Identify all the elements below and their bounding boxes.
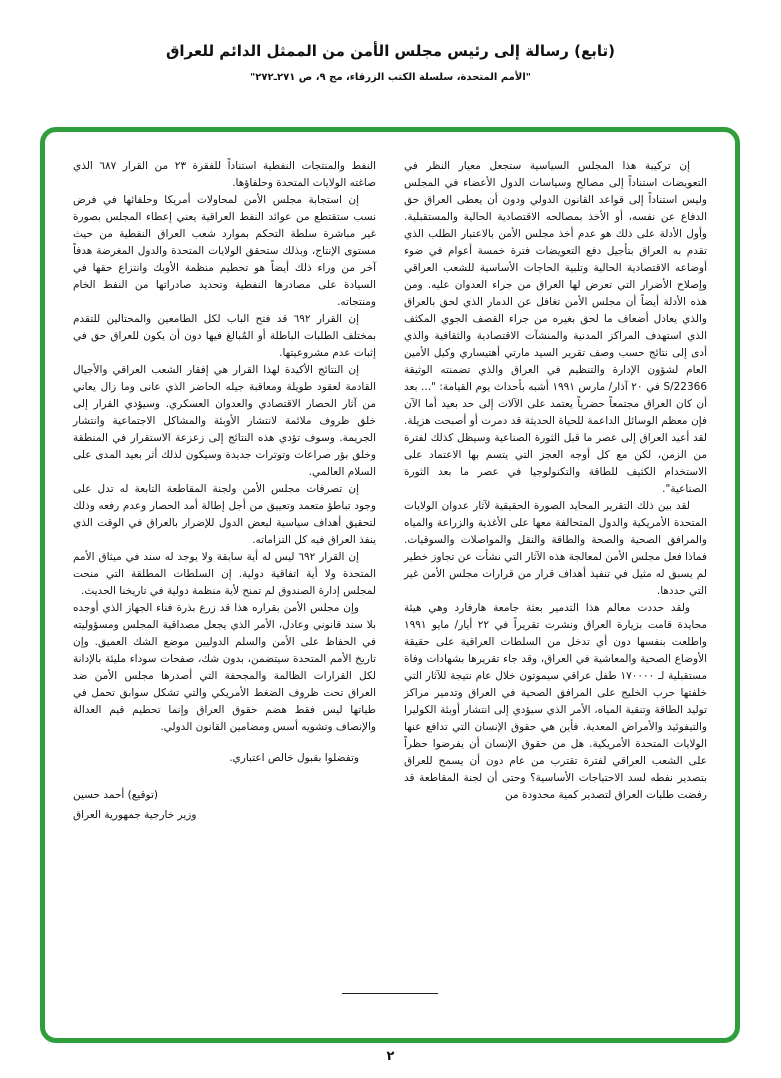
paragraph: إن النتائج الأكيدة لهذا القرار هي إفقار الشعب العراقي والأجيال القادمة لعقود طويلة ومعاقبة جيله الحاضر الذي عانى وما زال يعاني من آثار الحصار الاقتصادي والعدوان العسكري. وسيؤدي القرار إلى خلق ظروف ملائمة لانتشار الأوبئة والمشاكل الاجتماعية وانتشار الجريمة. وسوف تؤدي هذه النتائج إلى زعزعة الاستقرار في المنطقة وخلق بؤر صراعات وتوترات جديدة وسيكون لذلك أثر بعيد المدى على السلام العالمي.	[73, 364, 376, 478]
page-header	[0, 42, 781, 83]
page-number: ٢	[386, 1049, 395, 1064]
closing-salutation: وتفضلوا بقبول خالص اعتباري.	[229, 752, 359, 764]
paragraph: وإن مجلس الأمن بقراره هذا قد زرع بذرة فناء الجهاز الذي أوجده بلا سند قانوني وعادل، الأمر الذي يجعل مصداقية المجلس ومسؤوليته في الحفاظ على الأمن والسلم الدوليين موضع الشك العميق. وإن تاريخ الأمم المتحدة سيتضمن، بدون شك، صفحات سوداء مليئة بالإدانة لكل القرارات الظالمة والمجحفة التي أصدرها مجلس الأمن ضد العراق تحت ظروف الضغط الأمريكي والتي تشكل سوابق تحمل في طياتها ليس فقط هضم حقوق العراق وإنما تحطيم قيم العدالة والإنصاف وتشويه أسس ومضامين القانون الدولي.	[73, 602, 376, 733]
paragraph: إن تصرفات مجلس الأمن ولجنة المقاطعة التابعة له تدل على وجود تباطؤ متعمد وتعييق من أجل إطالة أمد الحصار وعدم رفعه وذلك لتحقيق أهداف سياسية لبعض الدول للإضرار بالعراق في الوقت الذي ينفذ العراق فيه كل التزاماته.	[73, 483, 376, 546]
paragraph: إن استجابة مجلس الأمن لمحاولات أمريكا وحلفائها في فرض نسب ستقتطع من عوائد النفط العراقية يعني إعطاء المجلس بصورة غير مباشرة سلطة التحكم بموارد شعب العراق النفطية من حيث مستوى الإنتاج، وبذلك ستحقق الولايات المتحدة والدول المغرضة هدفاً آخر من وراء ذلك أيضاً هو تحطيم منظمة الأوبك وانتزاع حقها في السيادة على مصادرها النفطية وتحديد صادراتها من النفط الخام ومنتجاته.	[73, 194, 376, 308]
paragraph: إن القرار ٦٩٢ قد فتح الباب لكل الطامعين والمحتالين للتقدم بمختلف الطلبات الباطلة أو المُبالغ فيها دون أن يكون للعراق حق في إثبات عدم مشروعيتها.	[73, 313, 376, 359]
document-source-subtitle: "الأمم المتحدة، سلسلة الكتب الزرقاء، مج ٩، ص ٢٧١ـ٢٧٢"	[250, 72, 531, 83]
column-left	[73, 158, 376, 1018]
signature-name: (توقيع) أحمد حسين	[73, 789, 158, 801]
document-title: (تابع) رسالة إلى رئيس مجلس الأمن من الممثل الدائم للعراق	[165, 42, 616, 60]
letter-frame	[40, 127, 740, 1043]
paragraph: إن القرار ٦٩٢ ليس له أية سابقة ولا يوجد له سند في ميثاق الأمم المتحدة ولا أية اتفاقية دولية. إن السلطات المطلقة التي منحت لمجلس إدارة الصندوق لم تمنح لأية منظمة دولية في تاريخنا الحديث.	[73, 551, 376, 597]
paragraph-continuation: النفط والمنتجات النفطية استناداً للفقرة ٢٣ من القرار ٦٨٧ الذي صاغته الولايات المتحدة وحلفاؤها.	[73, 160, 377, 189]
column-right	[404, 158, 707, 1018]
signature-title: وزير خارجية جمهورية العراق	[73, 809, 197, 821]
signature-block	[73, 787, 376, 824]
paragraph: ولقد حددت معالم هذا التدمير بعثة جامعة هارفارد وهي هيئة محايدة قامت بزيارة العراق ونشرت تقريراً في ٢٢ أيار/ مايو ١٩٩١ واطلعت بنفسها دون أي تدخل من السلطات العراقية على حقيقة الأوضاع الصحية والمعاشية في العراق، وقد جاء تقريرها بشهادات وفاة مستقبلية لـ ١٧٠٠٠٠ طفل عراقي سيموتون خلال عام نتيجة للآثار التي خلفتها حرب الخليج على المرافق الصحية في العراق وتدمير مراكز توليد الطاقة وتنقية المياه، الأمر الذي سيؤدي إلى انتشار أوبئة الكوليرا والتيفوئيد والأمراض المعدية. فأين هي حقوق الإنسان التي تدافع عنها الولايات المتحدة الأمريكية. هل من حقوق الإنسان أن يفرضوا حظراً على الشعب العراقي لفترة تقترب من عام دون أن يسمح للعراق بتصدير نفطه لسد الاحتياجات الأساسية؟ وحتى أن لجنة المقاطعة قد رفضت طلبات العراق لتصدير كمية محدودة من	[404, 602, 707, 801]
paragraph: لقد بين ذلك التقرير المحايد الصورة الحقيقية لآثار عدوان الولايات المتحدة الأمريكية والدول المتحالفة معها على الأغذية والزراعة والمياه والمرافق الصحية والصحة والطاقة والنقل والمواصلات والسوقيات. فماذا فعل مجلس الأمن لمعالجة هذه الآثار التي نشأت عن تجاوز خطير لم يسبق له مثيل في تنفيذ أهداف قرار من قرارات مجلس الأمن غير التي حددها.	[404, 500, 707, 597]
paragraph: إن تركيبة هذا المجلس السياسية ستجعل معيار النظر في التعويضات استناداً إلى مصالح وسياسات الدول الأعضاء في المجلس وليس استناداً إلى قواعد القانون الدولي ودون أن يعطى العراق حق الدفاع عن نفسه، أو الأخذ بمصالحه الاقتصادية الحالية والمستقبلية. وأول الأدلة على ذلك هو عدم أخذ مجلس الأمن بالاعتبار الطلب الذي تقدم به العراق بتأجيل دفع التعويضات فترة خمسة أعوام في ضوء أوضاعه الاقتصادية الحالية وتلبية الحاجات الأساسية للشعب العراقي وإصلاح الأضرار التي تعرض لها العراق من جراء العدوان عليه. ومن هذه الأدلة أيضاً أن مجلس الأمن تغافل عن الدمار الذي لحق بالعراق والذي يعادل أضعاف ما لحق بغيره من جراء القصف الجوي المكثف الذي استهدف المراكز المدنية والمنشآت الاقتصادية والثقافية والذي أدى إلى نتائج حسب وصف تقرير السيد مارتي أهتيساري وكيل الأمين العام لشؤون الإدارة والتنظيم في العراق والذي تضمنته الوثيقة S/22366 في ٢٠ آذار/ مارس ١٩٩١ أشبه بأحداث يوم القيامة: "... بعد أن كان العراق مجتمعاً حضرياً يعتمد على الآلات إلى حد بعيد أما الآن فإن معظم الوسائل الداعمة للحياة الحديثة قد دمرت أو أصبحت هزيلة. لقد أعيد العراق إلى عصر ما قبل الثورة الصناعية وسيظل كذلك لفترة من الزمن، لكن مع كل أوجه العجز التي يتسم بها الاعتماد على الاستخدام الكثيف للطاقة والتكنولوجيا في عصر ما بعد الثورة الصناعية".	[404, 160, 707, 495]
two-column-text	[73, 158, 707, 1018]
footer-divider-rule	[342, 993, 438, 994]
